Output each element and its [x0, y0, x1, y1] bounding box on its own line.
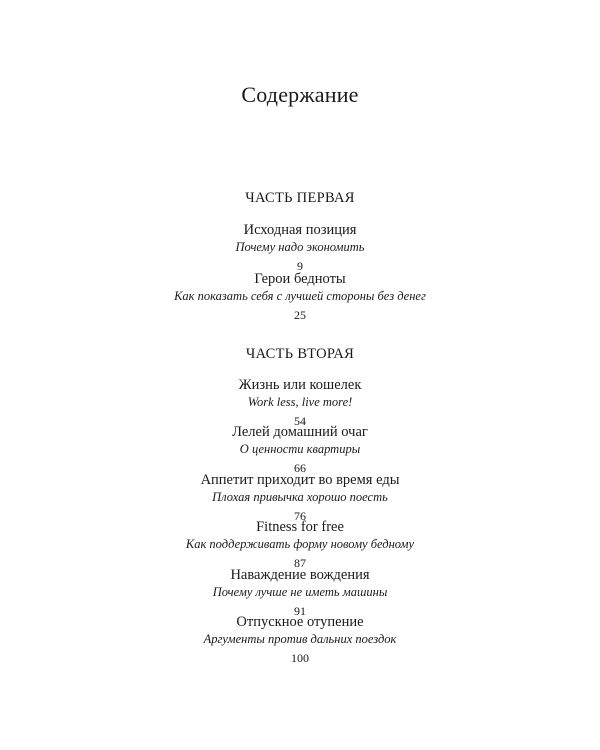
entry-title: Лелей домашний очаг [232, 424, 368, 440]
entry-page-number: 91 [294, 604, 306, 618]
page-title: Содержание [241, 82, 359, 107]
entry-page-number: 66 [294, 461, 306, 475]
toc-entry[interactable] [0, 377, 600, 429]
entry-page-number: 9 [297, 259, 303, 273]
entry-title: Жизнь или кошелек [238, 377, 362, 393]
entry-subtitle: Аргументы против дальних поездок [203, 632, 397, 646]
toc-entry[interactable] [0, 614, 600, 666]
toc-entry[interactable] [0, 222, 600, 274]
entry-subtitle: Как показать себя с лучшей стороны без денег [174, 289, 426, 303]
entry-page-number: 100 [291, 651, 309, 665]
entry-subtitle: Почему надо экономить [235, 240, 365, 254]
entry-subtitle: Как поддерживать форму новому бедному [185, 537, 415, 551]
entry-title: Отпускное отупение [236, 614, 364, 630]
entry-subtitle: О ценности квартиры [239, 442, 361, 456]
entry-page-number: 54 [294, 414, 306, 428]
entry-title: Fitness for free [256, 519, 344, 535]
part-heading: ЧАСТЬ ВТОРАЯ [245, 346, 355, 362]
entry-title: Наваждение вождения [230, 567, 370, 583]
toc-entry[interactable] [0, 472, 600, 524]
toc-entry[interactable] [0, 424, 600, 476]
entry-page-number: 76 [294, 509, 306, 523]
entry-title: Герои бедноты [254, 271, 346, 287]
part-heading: ЧАСТЬ ПЕРВАЯ [245, 190, 355, 206]
entry-page-number: 87 [294, 556, 306, 570]
entry-page-number: 25 [294, 308, 306, 322]
entry-subtitle: Почему лучше не иметь машины [212, 585, 388, 599]
entry-subtitle: Work less, live more! [247, 395, 353, 409]
toc-entry[interactable] [0, 567, 600, 619]
entry-subtitle: Плохая привычка хорошо поесть [212, 490, 388, 504]
entry-title: Аппетит приходит во время еды [200, 472, 400, 488]
toc-entry[interactable] [0, 519, 600, 571]
entry-title: Исходная позиция [243, 222, 357, 238]
toc-entry[interactable] [0, 271, 600, 323]
